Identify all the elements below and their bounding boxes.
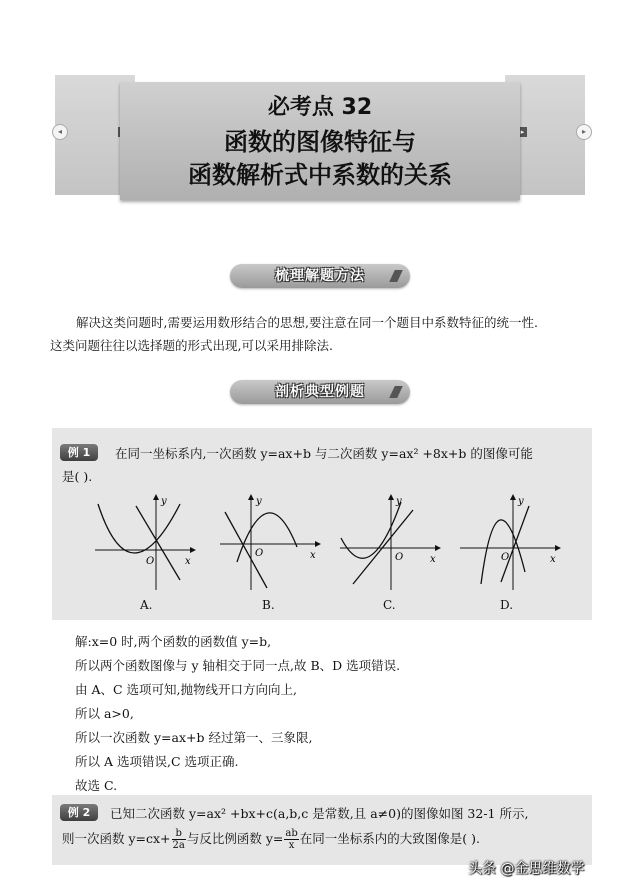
graph-d <box>455 492 565 592</box>
example2-fraction-1 <box>172 828 186 851</box>
example2-question-line1: 已知二次函数 y=ax² +bx+c(a,b,c 是常数,且 a≠0)的图像如图 32-1 所示, <box>110 806 529 821</box>
nav-left-arrow-icon[interactable]: ◂ <box>52 124 68 140</box>
example1-question-line1: 在同一坐标系内,一次函数 y=ax+b 与二次函数 y=ax² +8x+b 的图像可能 <box>115 446 533 461</box>
graph-b-y-label: y <box>256 496 262 507</box>
graph-d-y-label: y <box>518 496 524 507</box>
option-d-label[interactable]: D. <box>500 598 514 612</box>
solution-line1: 解:x=0 时,两个函数的函数值 y=b, <box>75 634 272 649</box>
solution-line3: 由 A、C 选项可知,抛物线开口方向向上, <box>75 682 297 697</box>
solution-line6: 所以 A 选项错误,C 选项正确. <box>75 754 239 769</box>
solution-line7: 故选 C. <box>75 778 118 793</box>
example2-frac1-num: b <box>172 828 186 840</box>
example2-q2-part3: 在同一坐标系内的大致图像是( ). <box>299 831 480 846</box>
option-b-label[interactable]: B. <box>262 598 275 612</box>
example1-tag: 例 1 <box>60 444 98 461</box>
banner-title-line2: 函数的图像特征与 <box>224 128 416 156</box>
solution-line2: 所以两个函数图像与 y 轴相交于同一点,故 B、D 选项错误. <box>75 658 401 673</box>
banner-title-line1: 必考点 32 <box>267 95 373 120</box>
example1-question-line2: 是( ). <box>62 469 93 484</box>
graph-c-x-label: x <box>430 554 436 565</box>
option-c-label[interactable]: C. <box>383 598 396 612</box>
example2-q2-part2: 与反比例函数 y= <box>186 831 284 846</box>
graph-c-origin-label: O <box>395 552 404 563</box>
graph-a-origin-label: O <box>146 556 155 567</box>
section1-paragraph-line1: 解决这类问题时,需要运用数形结合的思想,要注意在同一个题目中系数特征的统一性. <box>76 315 538 330</box>
example2-frac2-den: x <box>288 840 295 851</box>
graph-c <box>335 492 445 592</box>
banner-title-line3: 函数解析式中系数的关系 <box>188 161 452 189</box>
graph-b-x-label: x <box>310 550 316 561</box>
graph-d-x-label: x <box>550 554 556 565</box>
graph-c-y-label: y <box>396 496 402 507</box>
example2-frac2-num: ab <box>285 828 298 839</box>
section2-title: 剖析典型例题 <box>230 380 410 404</box>
watermark: 头条 @金思维数学 <box>468 861 585 877</box>
example2-question-line2 <box>62 828 480 851</box>
graph-b <box>215 492 325 592</box>
example2-fraction-2 <box>284 828 298 851</box>
nav-right-tab-icon: ▸ <box>518 127 527 137</box>
example2-frac1-den: 2a <box>172 840 185 851</box>
graph-a-x-label: x <box>185 556 191 567</box>
solution-line4: 所以 a>0, <box>75 706 134 721</box>
graph-d-origin-label: O <box>501 552 510 563</box>
section1-paragraph-line2: 这类问题往往以选择题的形式出现,可以采用排除法. <box>50 338 333 353</box>
example2-q2-part1: 则一次函数 y=cx+ <box>62 831 171 846</box>
graph-a-y-label: y <box>161 496 167 507</box>
nav-right-arrow-icon[interactable]: ▸ <box>576 124 592 140</box>
section1-title: 梳理解题方法 <box>230 264 410 288</box>
solution-line5: 所以一次函数 y=ax+b 经过第一、三象限, <box>75 730 313 745</box>
graph-a <box>90 492 200 592</box>
graph-b-origin-label: O <box>255 548 264 559</box>
example2-tag: 例 2 <box>60 804 98 821</box>
option-a-label[interactable]: A. <box>140 598 153 612</box>
